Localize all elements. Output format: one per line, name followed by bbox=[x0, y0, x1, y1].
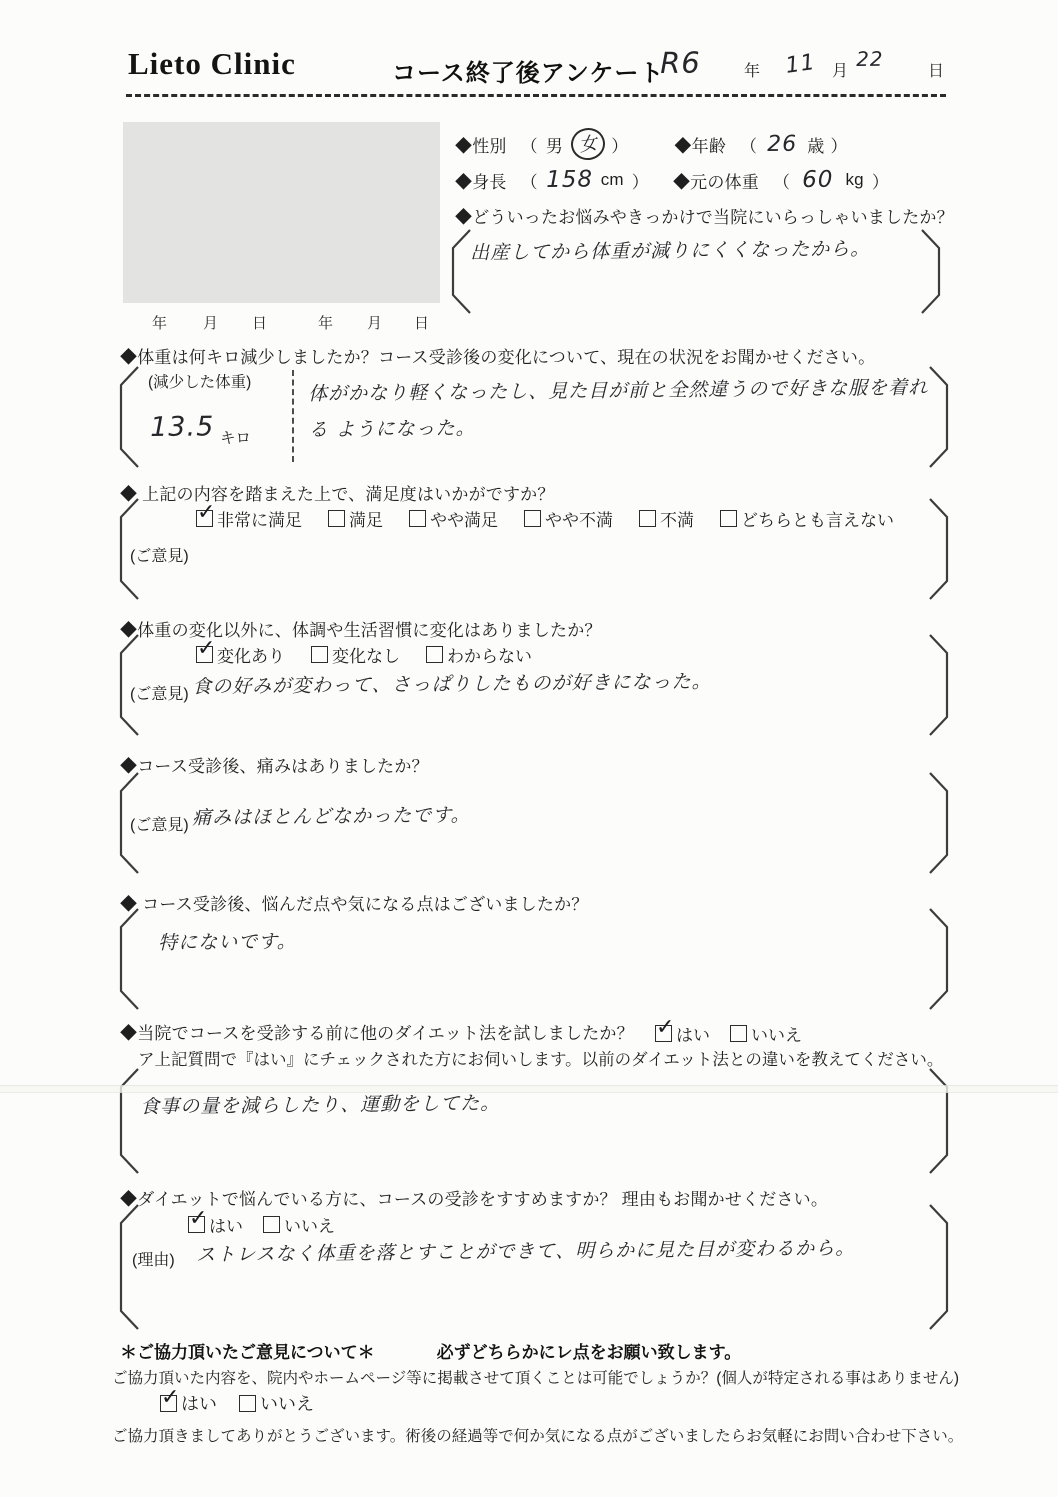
checkbox-icon bbox=[655, 1015, 675, 1042]
footer-heading-row bbox=[120, 1338, 741, 1363]
checkbox-icon bbox=[328, 510, 345, 527]
date-month-label: 月 bbox=[832, 63, 849, 80]
option-dissatisfied: 不満 bbox=[639, 506, 694, 531]
satisfaction-options bbox=[196, 500, 920, 531]
checkbox-icon bbox=[730, 1025, 747, 1042]
question-7-sub: ア上記質問で『はい』にチェックされた方にお伺いします。以前のダイエット法との違いを教えてください。 bbox=[138, 1051, 944, 1069]
option-no: いいえ bbox=[730, 1021, 802, 1046]
answer-4-handwritten: 食の好みが変わって、さっぱりしたものが好きになった。 bbox=[192, 670, 712, 698]
gender-male: 男 bbox=[545, 136, 564, 156]
answer-5-handwritten: 痛みはほとんどなかったです。 bbox=[192, 804, 471, 829]
answer-8-handwritten: ストレスなく体重を落とすことができて、明らかに見た目が変わるから。 bbox=[196, 1237, 856, 1266]
photo-date-label: 日 bbox=[252, 315, 268, 332]
option-somewhat-dissatisfied: やや不満 bbox=[524, 506, 613, 531]
checkbox-icon bbox=[524, 510, 541, 527]
checkbox-icon bbox=[263, 1216, 280, 1233]
option-changed: ✓ 変化あり bbox=[197, 636, 285, 666]
option-satisfied: 満足 bbox=[328, 506, 383, 531]
photo-date-label: 日 bbox=[414, 315, 430, 332]
date-era-handwritten: R6 bbox=[660, 45, 701, 80]
reason-label: (理由) bbox=[132, 1252, 175, 1269]
height-value-handwritten: 158 bbox=[545, 166, 593, 193]
option-neither: どちらとも言えない bbox=[720, 506, 894, 531]
question-5: ◆コース受診後、痛みはありましたか？ bbox=[120, 757, 429, 776]
photo-redacted-area bbox=[123, 122, 440, 303]
clinic-name: Lieto Clinic bbox=[128, 46, 296, 81]
age-label: ◆年齢 bbox=[674, 136, 727, 156]
answer-bracket-right bbox=[926, 772, 952, 874]
option-unsure: わからない bbox=[426, 642, 532, 667]
checkbox-icon bbox=[196, 636, 216, 663]
checkbox-icon bbox=[188, 1206, 208, 1233]
answer-bracket-right bbox=[926, 1204, 952, 1330]
question-6: ◆ コース受診後、悩んだ点や気になる点はございましたか？ bbox=[120, 895, 589, 914]
checkbox-icon bbox=[426, 646, 443, 663]
photo-date-label: 年 bbox=[152, 315, 168, 332]
header-divider bbox=[126, 94, 946, 97]
prev-weight-value-handwritten: 60 bbox=[802, 166, 834, 193]
answer-bracket-right bbox=[918, 229, 944, 314]
footer-thanks: ご協力頂きましてありがとうございます。術後の経過等で何か気になる点がございましたらお気軽にお問い合わせ下さい。 bbox=[112, 1428, 964, 1445]
checkbox-icon bbox=[196, 500, 216, 527]
lost-weight-label: (減少した体重) bbox=[148, 374, 252, 391]
option-no-change: 変化なし bbox=[311, 642, 400, 667]
footer-note: 必ずどちらかにレ点をお願い致します。 bbox=[436, 1343, 742, 1362]
answer-bracket-right bbox=[926, 498, 952, 600]
change-options bbox=[196, 636, 558, 667]
answer-1-handwritten: 出産してから体重が減りにくくなったから。 bbox=[470, 237, 871, 264]
date-month-handwritten: 11 bbox=[784, 49, 818, 79]
paren-close: ） bbox=[830, 136, 848, 156]
paren-open: （ bbox=[520, 172, 538, 192]
comment-label: (ご意見) bbox=[130, 817, 189, 834]
option-yes: ✓ はい bbox=[656, 1015, 710, 1045]
check-icon: ✓ bbox=[161, 1384, 180, 1410]
answer-bracket-right bbox=[926, 1068, 952, 1174]
checkbox-icon bbox=[239, 1395, 256, 1412]
recommend-options bbox=[188, 1206, 361, 1237]
question-4: ◆体重の変化以外に、体調や生活習慣に変化はありましたか？ bbox=[120, 621, 602, 640]
answer-bracket-left bbox=[116, 366, 142, 468]
photo-date-label: 年 bbox=[318, 315, 334, 332]
check-icon: ✓ bbox=[197, 636, 216, 661]
photo-date-label: 月 bbox=[367, 315, 383, 332]
comment-label: (ご意見) bbox=[130, 686, 189, 703]
answer-2-handwritten: 体がかなり軽くなったし、見た目が前と全然違うので好きな服を着れる ようになった。 bbox=[308, 376, 929, 441]
option-no: いいえ bbox=[263, 1212, 335, 1237]
option-yes: ✓ はい bbox=[189, 1206, 243, 1236]
paren-open: （ bbox=[772, 172, 791, 192]
question-3: ◆ 上記の内容を踏まえた上で、満足度はいかがですか？ bbox=[120, 485, 555, 504]
lost-weight-unit: キロ bbox=[220, 430, 252, 447]
checkbox-icon bbox=[160, 1384, 180, 1412]
paren-close: ） bbox=[631, 172, 649, 192]
option-very-satisfied: ✓ 非常に満足 bbox=[197, 500, 302, 530]
checkbox-icon bbox=[311, 646, 328, 663]
prev-weight-label: ◆元の体重 bbox=[672, 172, 759, 192]
date-day-label: 日 bbox=[928, 63, 945, 80]
paren-close: ） bbox=[611, 136, 629, 156]
answer-6-handwritten: 特にないです。 bbox=[158, 930, 297, 954]
height-unit: cm bbox=[600, 170, 624, 189]
check-icon: ✓ bbox=[197, 500, 216, 525]
question-1: ◆どういったお悩みやきっかけで当院にいらっしゃいましたか？ bbox=[455, 208, 954, 227]
question-7: ◆当院でコースを受診する前に他のダイエット法を試しましたか？ bbox=[120, 1024, 634, 1043]
gender-age-row bbox=[455, 128, 848, 160]
checkbox-icon bbox=[639, 510, 656, 527]
option-yes: ✓ はい bbox=[161, 1384, 217, 1414]
checkbox-icon bbox=[720, 510, 737, 527]
previous-diet-options bbox=[655, 1015, 828, 1046]
question-8: ◆ダイエットで悩んでいる方に、コースの受診をすすめますか？ 理由もお聞かせください。 bbox=[120, 1190, 829, 1209]
check-icon: ✓ bbox=[656, 1015, 675, 1040]
survey-title: コース終了後アンケート bbox=[392, 60, 665, 87]
checkbox-icon bbox=[409, 510, 426, 527]
height-weight-row bbox=[455, 167, 889, 193]
publish-options bbox=[160, 1384, 340, 1416]
question-2: ◆体重は何キロ減少しましたか？コース受診後の変化について、現在の状況をお聞かせください。 bbox=[120, 348, 876, 367]
date-year-label: 年 bbox=[744, 63, 761, 80]
prev-weight-unit: kg bbox=[845, 170, 864, 189]
lost-weight-value-handwritten: 13.5 bbox=[150, 411, 215, 443]
answer-bracket-right bbox=[926, 366, 952, 468]
answer-7-handwritten: 食事の量を減らしたり、運動をしてた。 bbox=[140, 1092, 501, 1118]
comment-label: (ご意見) bbox=[130, 548, 189, 565]
date-day-handwritten: 22 bbox=[856, 46, 884, 71]
option-no: いいえ bbox=[239, 1390, 314, 1416]
height-label: ◆身長 bbox=[455, 172, 507, 192]
gender-label: ◆性別 bbox=[455, 136, 507, 156]
answer-bracket-right bbox=[926, 634, 952, 736]
age-unit: 歳 bbox=[807, 136, 825, 156]
gender-female-circled: 女 bbox=[569, 126, 608, 163]
weight-comment-divider bbox=[292, 370, 294, 462]
paren-open: （ bbox=[520, 136, 538, 156]
answer-bracket-right bbox=[926, 908, 952, 1010]
option-somewhat-satisfied: やや満足 bbox=[409, 506, 498, 531]
photo-date-label: 月 bbox=[203, 315, 219, 332]
answer-bracket-left bbox=[116, 1068, 142, 1174]
footer-heading: ＊ご協力頂いたご意見について＊ bbox=[120, 1343, 375, 1362]
age-value-handwritten: 26 bbox=[767, 131, 798, 157]
answer-bracket-left bbox=[116, 908, 142, 1010]
footer-question: ご協力頂いた内容を、院内やホームページ等に掲載させて頂くことは可能でしょうか？(個人が特定される事はありません) bbox=[112, 1370, 960, 1387]
paren-open: （ bbox=[740, 136, 758, 156]
check-icon: ✓ bbox=[189, 1206, 208, 1231]
paren-close: ） bbox=[871, 172, 890, 192]
